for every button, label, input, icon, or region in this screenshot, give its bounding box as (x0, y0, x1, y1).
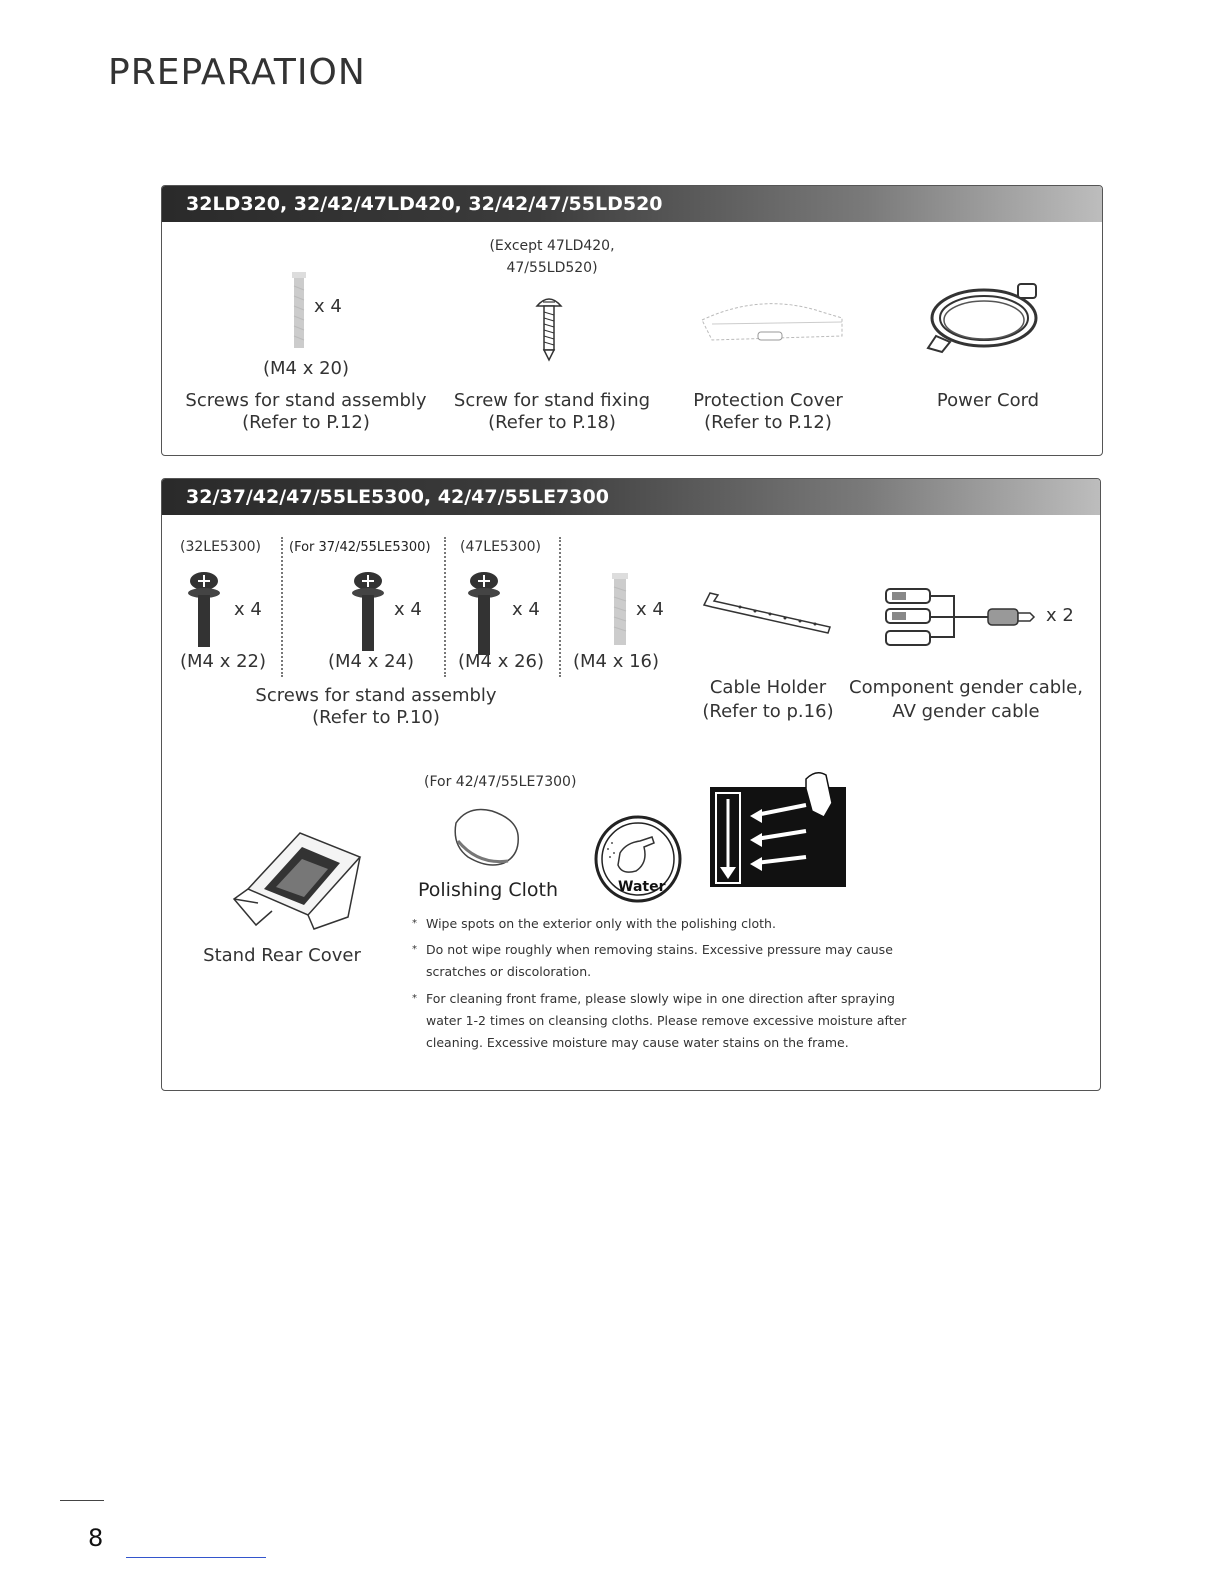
col2-header: (For 37/42/55LE5300) (289, 540, 431, 555)
col4-spec: (M4 x 16) (573, 651, 660, 672)
page-title: PREPARATION (108, 52, 366, 93)
protection-cover-icon (692, 296, 852, 352)
note-item: * Wipe spots on the exterior only with the polishing cloth. (412, 916, 776, 931)
footer-rule (60, 1500, 104, 1501)
screw-quantity: x 4 (314, 296, 342, 317)
col2-quantity: x 4 (394, 599, 422, 620)
screw-m4-26-icon (468, 571, 504, 659)
cover-label: Protection Cover (693, 390, 843, 411)
polish-label: Polishing Cloth (418, 879, 558, 901)
section-banner: 32/37/42/47/55LE5300, 42/47/55LE7300 (162, 479, 1100, 515)
fixing-screw-icon (534, 296, 564, 362)
screw-m4-24-icon (352, 571, 388, 655)
screw-m4-22-icon (188, 571, 224, 651)
screw-label: Screws for stand assembly (185, 390, 427, 411)
col1-header: (32LE5300) (180, 539, 262, 555)
rear-cover-label: Stand Rear Cover (203, 945, 361, 966)
cable-holder-ref: (Refer to p.16) (702, 701, 834, 722)
screw-m4-16-icon (608, 573, 632, 649)
polish-header: (For 42/47/55LE7300) (424, 774, 577, 790)
water-label: Water (618, 879, 666, 895)
polishing-cloth-icon (448, 805, 524, 873)
page-number: 8 (88, 1524, 104, 1552)
col1-spec: (M4 x 22) (180, 651, 267, 672)
col3-spec: (M4 x 26) (458, 651, 545, 672)
gender-label-line2: AV gender cable (892, 701, 1040, 722)
col3-quantity: x 4 (512, 599, 540, 620)
col3-header: (47LE5300) (460, 539, 542, 555)
small-screw-icon (288, 272, 312, 352)
col1-quantity: x 4 (234, 599, 262, 620)
gender-label-line1: Component gender cable, (849, 677, 1083, 698)
gender-quantity: x 2 (1046, 605, 1074, 626)
col2-spec: (M4 x 24) (328, 651, 415, 672)
power-cord-icon (922, 282, 1052, 362)
fixing-label: Screw for stand fixing (453, 390, 651, 411)
fixing-note-line2: 47/55LD520) (506, 260, 598, 276)
wiping-frame-icon (706, 769, 850, 893)
screw-ref: (Refer to P.12) (242, 412, 370, 433)
fixing-note-line1: (Except 47LD420, (489, 238, 615, 254)
note-item: * Do not wipe roughly when removing stains. Excessive pressure may cause scratches or discoloration. (412, 942, 893, 979)
section-le-models (161, 478, 1101, 1091)
section-banner: 32LD320, 32/42/47LD420, 32/42/47/55LD520 (162, 186, 1102, 222)
note-item: * For cleaning front frame, please slowly wipe in one direction after spraying water 1-2 times on cleansing cloths. Please remove excessive moisture after cleaning. Excessive moisture may cause water stains on the frame. (412, 991, 907, 1050)
cable-holder-icon (700, 583, 840, 637)
column-divider (559, 537, 561, 677)
stand-rear-cover-icon (228, 825, 368, 935)
column-divider (444, 537, 446, 677)
cable-holder-label: Cable Holder (709, 677, 827, 698)
column-divider (281, 537, 283, 677)
screw-spec: (M4 x 20) (262, 358, 350, 379)
fixing-ref: (Refer to P.18) (488, 412, 616, 433)
footer-link-underline (126, 1557, 266, 1558)
power-cord-label: Power Cord (936, 390, 1040, 411)
gender-cable-icon (884, 587, 1054, 651)
col4-quantity: x 4 (636, 599, 664, 620)
screws-ref: (Refer to P.10) (312, 707, 440, 728)
screws-label: Screws for stand assembly (255, 685, 497, 706)
cover-ref: (Refer to P.12) (704, 412, 832, 433)
section-ld-models (161, 185, 1103, 456)
